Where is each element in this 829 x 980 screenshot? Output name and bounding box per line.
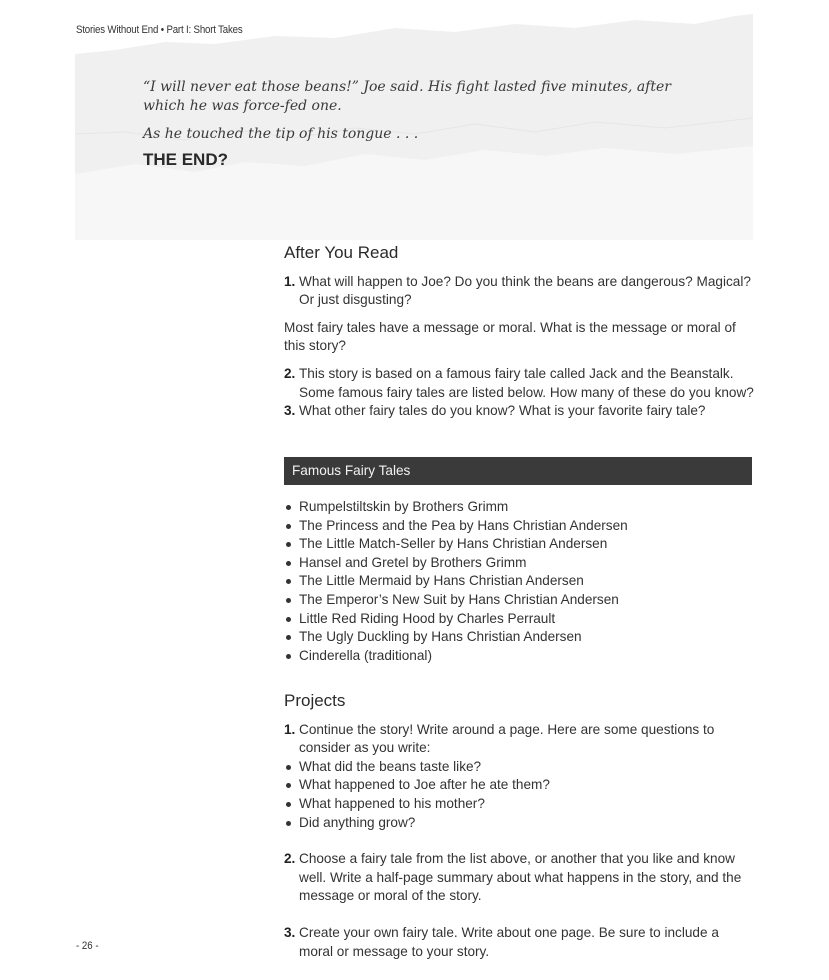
fairy-tales-list-section (284, 498, 754, 665)
after-you-read-section (284, 244, 754, 421)
fairy-tales-list (284, 498, 754, 665)
fairy-tale-item: Little Red Riding Hood by Charles Perrault (284, 610, 754, 629)
project-2 (284, 850, 754, 906)
fairy-tale-item: Hansel and Gretel by Brothers Grimm (284, 554, 754, 573)
question-2-number: 2. (284, 365, 296, 381)
question-1-text: What will happen to Joe? Do you think the beans are dangerous? Magical? Or just disgusting? (299, 273, 751, 308)
fairy-tale-item: The Little Match-Seller by Hans Christian Andersen (284, 535, 754, 554)
project-1-question: What did the beans taste like? (284, 758, 754, 777)
story-text (143, 78, 703, 170)
project-3-text: Create your own fairy tale. Write about one page. Be sure to include a moral or message to your story. (299, 924, 719, 959)
project-2-number: 2. (284, 851, 296, 867)
project-3-number: 3. (284, 924, 296, 940)
story-paragraph-1: “I will never eat those beans!” Joe said. His fight lasted five minutes, after which he was force-fed one. (143, 79, 671, 114)
after-you-read-heading: After You Read (284, 243, 399, 262)
question-3 (284, 402, 754, 421)
project-1-number: 1. (284, 721, 296, 737)
question-2 (284, 365, 754, 402)
running-header: Stories Without End • Part I: Short Takes (76, 24, 243, 36)
project-1-text: Continue the story! Write around a page. Here are some questions to consider as you write: (299, 721, 715, 756)
project-3 (284, 924, 754, 961)
story-paragraph-2: As he touched the tip of his tongue . . . (143, 126, 419, 142)
famous-fairy-tales-heading-bar: Famous Fairy Tales (284, 457, 752, 485)
projects-heading: Projects (284, 691, 346, 710)
projects-section (284, 692, 754, 961)
question-3-number: 3. (284, 403, 296, 419)
question-2-text: This story is based on a famous fairy tale called Jack and the Beanstalk. Some famous fairy tales are listed below. How many of these do you know? (299, 365, 754, 400)
project-1-questions (284, 758, 754, 832)
project-1-question: What happened to his mother? (284, 795, 754, 814)
project-2-text: Choose a fairy tale from the list above, or another that you like and know well. Write a half-page summary about what happens in the story, and the message or moral of the story. (299, 851, 742, 904)
project-1 (284, 721, 754, 758)
fairy-tale-item: The Princess and the Pea by Hans Christian Andersen (284, 517, 754, 536)
question-3-text: What other fairy tales do you know? What is your favorite fairy tale? (299, 403, 706, 419)
fairy-tale-item: Rumpelstiltskin by Brothers Grimm (284, 498, 754, 517)
page-number: - 26 - (76, 940, 99, 952)
project-1-question: What happened to Joe after he ate them? (284, 776, 754, 795)
question-1 (284, 273, 754, 310)
fairy-tale-item: The Emperor’s New Suit by Hans Christian Andersen (284, 591, 754, 610)
fairy-tale-item: The Ugly Duckling by Hans Christian Andersen (284, 628, 754, 647)
question-1-number: 1. (284, 273, 296, 289)
moral-paragraph: Most fairy tales have a message or moral. What is the message or moral of this story? (284, 319, 736, 354)
fairy-tale-item: Cinderella (traditional) (284, 647, 754, 666)
story-excerpt-panel (75, 14, 753, 240)
the-end-heading: THE END? (143, 150, 228, 169)
fairy-tale-item: The Little Mermaid by Hans Christian Andersen (284, 572, 754, 591)
project-1-question: Did anything grow? (284, 814, 754, 833)
